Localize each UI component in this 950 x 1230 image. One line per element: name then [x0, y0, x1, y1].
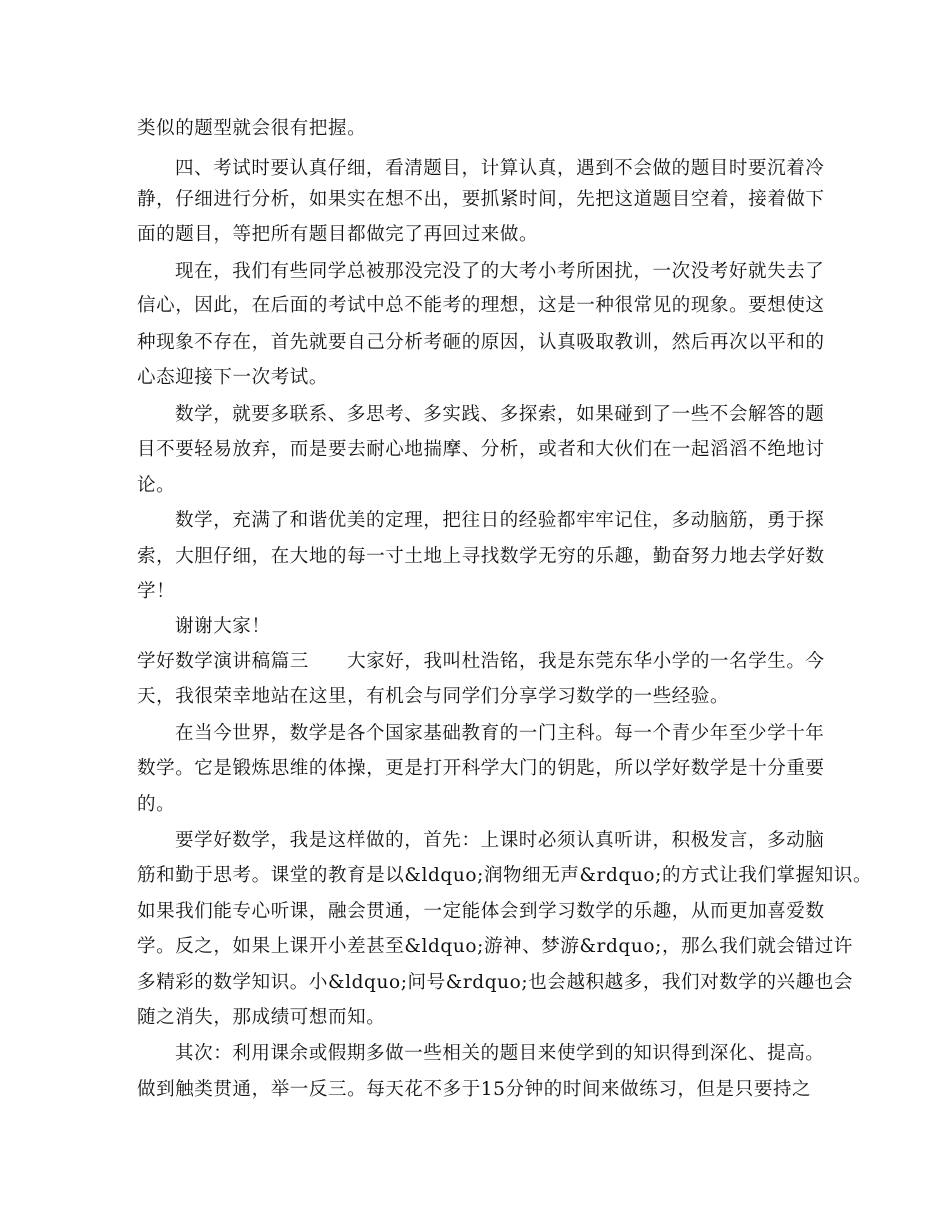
- text-line: 心态迎接下一次考试。: [137, 367, 329, 388]
- text-line: 在当今世界，数学是各个国家基础教育的一门主科。每一个青少年至少学十年: [175, 723, 825, 744]
- text-line: 现在，我们有些同学总被那没完没了的大考小考所困扰，一次没考好就失去了: [175, 261, 825, 282]
- text-line: 论。: [137, 475, 176, 496]
- text-line: 要学好数学，我是这样做的，首先：上课时必须认真听讲，积极发言，多动脑: [175, 830, 825, 851]
- text-line: 种现象不存在，首先就要自己分析考砸的原因，认真吸取教训，然后再次以平和的: [137, 332, 825, 353]
- text-line: 面的题目，等把所有题目都做完了再回过来做。: [137, 224, 539, 245]
- text-line: 谢谢大家！: [175, 616, 271, 637]
- text-line: 数学。它是锻炼思维的体操，更是打开科学大门的钥匙，所以学好数学是十分重要: [137, 758, 825, 779]
- text-line: 筋和勤于思考。课堂的教育是以&ldquo;润物细无声&rdquo;的方式让我们掌握知识。: [137, 865, 873, 886]
- text-line: 索，大胆仔细，在大地的每一寸土地上寻找数学无穷的乐趣，勤奋努力地去学好数: [137, 546, 825, 567]
- text-line: 数学，就要多联系、多思考、多实践、多探索，如果碰到了一些不会解答的题: [175, 404, 825, 425]
- text-line: 学！: [137, 581, 176, 602]
- text-line: 四、考试时要认真仔细，看清题目，计算认真，遇到不会做的题目时要沉着冷: [175, 158, 825, 179]
- text-line: 静，仔细进行分析，如果实在想不出，要抓紧时间，先把这道题目空着，接着做下: [137, 189, 825, 210]
- text-line: 学。反之，如果上课开小差甚至&ldquo;游神、梦游&rdquo;，那么我们就会错过许: [137, 936, 853, 957]
- text-line: 多精彩的数学知识。小&ldquo;问号&rdquo;也会越积越多，我们对数学的兴趣也会: [137, 972, 853, 993]
- text-line: 数学，充满了和谐优美的定理，把往日的经验都牢牢记住，多动脑筋，勇于探: [175, 510, 825, 531]
- text-line: 类似的题型就会很有把握。: [137, 118, 367, 139]
- text-line: 做到触类贯通，举一反三。每天花不多于15分钟的时间来做练习，但是只要持之: [137, 1079, 812, 1100]
- text-line: 的。: [137, 794, 176, 815]
- text-line: 学好数学演讲稿篇三 大家好，我叫杜浩铭，我是东莞东华小学的一名学生。今: [137, 651, 825, 672]
- text-line: 其次：利用课余或假期多做一些相关的题目来使学到的知识得到深化、提高。: [175, 1043, 825, 1064]
- text-line: 信心，因此，在后面的考试中总不能考的理想，这是一种很常见的现象。要想使这: [137, 295, 825, 316]
- text-line: 随之消失，那成绩可想而知。: [137, 1007, 386, 1028]
- text-line: 目不要轻易放弃，而是要去耐心地揣摩、分析，或者和大伙们在一起滔滔不绝地讨: [137, 439, 825, 460]
- text-line: 如果我们能专心听课，融会贯通，一定能体会到学习数学的乐趣，从而更加喜爱数: [137, 901, 825, 922]
- text-line: 天，我很荣幸地站在这里，有机会与同学们分享学习数学的一些经验。: [137, 686, 730, 707]
